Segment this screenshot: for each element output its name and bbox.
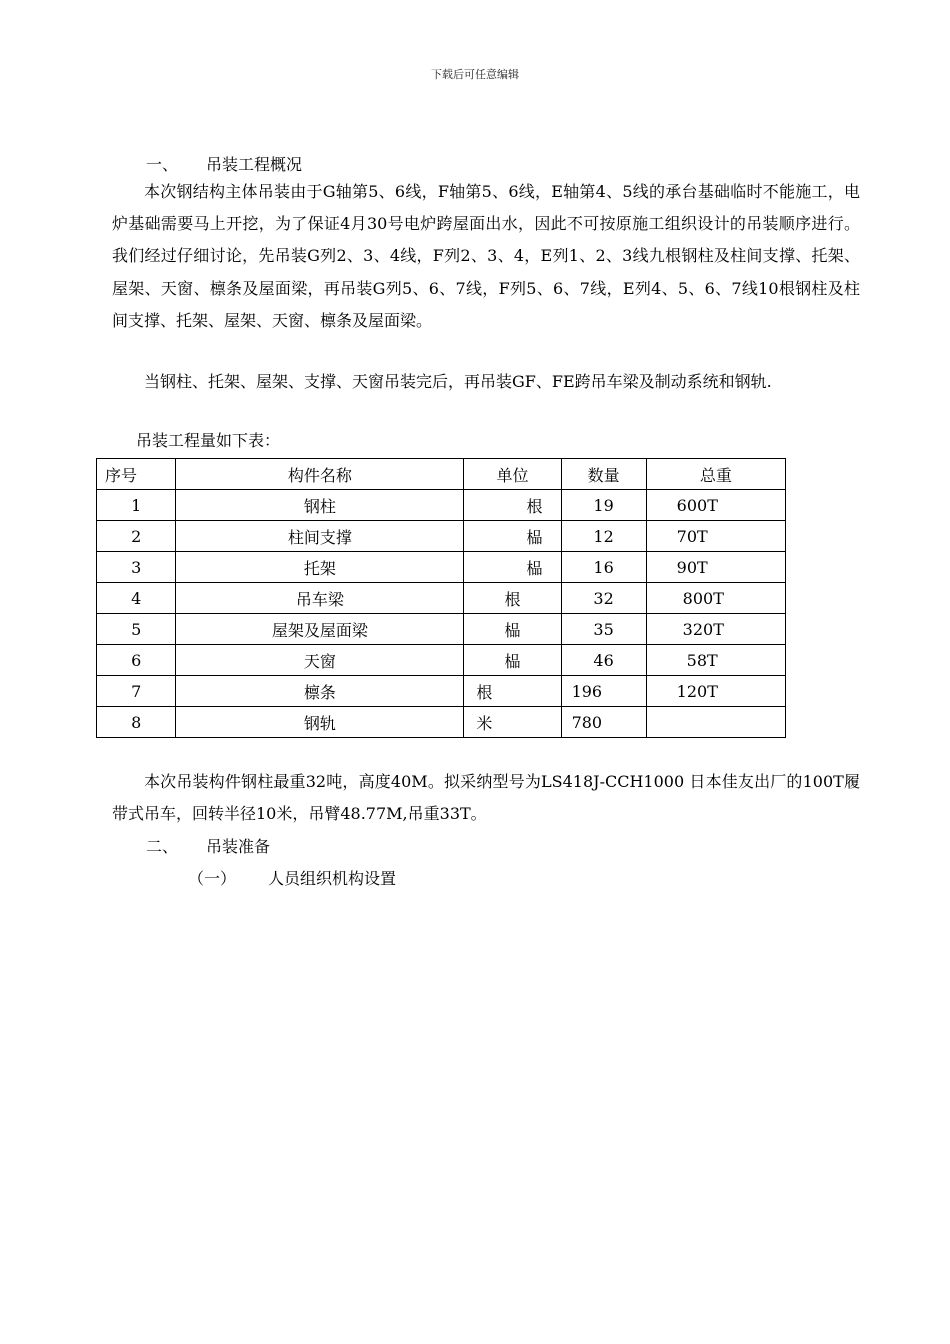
col-header-count: 数量	[561, 459, 646, 490]
cell-name: 托架	[176, 552, 464, 583]
cell-count: 19	[561, 490, 646, 521]
cell-count: 780	[561, 707, 646, 738]
cell-unit: 榀	[464, 521, 561, 552]
page-header: 下载后可任意编辑	[431, 68, 519, 81]
cell-no: 2	[97, 521, 176, 552]
cell-name: 钢柱	[176, 490, 464, 521]
cell-count: 196	[561, 676, 646, 707]
cell-no: 3	[97, 552, 176, 583]
section-title: 吊装准备	[206, 837, 271, 856]
cell-unit: 根	[464, 583, 561, 614]
cell-unit: 榀	[464, 645, 561, 676]
table-row	[97, 583, 786, 614]
cell-no: 6	[97, 645, 176, 676]
subsection-title: 人员组织机构设置	[268, 869, 397, 888]
cell-count: 35	[561, 614, 646, 645]
col-header-no: 序号	[97, 459, 176, 490]
subsection-number: （一）	[188, 869, 237, 888]
col-header-weight: 总重	[646, 459, 785, 490]
section-heading-2	[146, 836, 270, 858]
cell-name: 柱间支撑	[176, 521, 464, 552]
cell-weight	[646, 707, 785, 738]
cell-count: 32	[561, 583, 646, 614]
section-title: 吊装工程概况	[206, 155, 303, 174]
cell-weight: 600T	[646, 490, 785, 521]
cell-weight: 90T	[646, 552, 785, 583]
subsection-heading	[188, 868, 396, 890]
section-number: 二、	[146, 837, 179, 856]
col-header-name: 构件名称	[176, 459, 464, 490]
table-row	[97, 490, 786, 521]
cell-unit: 根	[464, 490, 561, 521]
cell-name: 吊车梁	[176, 583, 464, 614]
table-row	[97, 552, 786, 583]
cell-name: 钢轨	[176, 707, 464, 738]
cell-no: 8	[97, 707, 176, 738]
cell-weight: 800T	[646, 583, 785, 614]
cell-unit: 米	[464, 707, 561, 738]
cell-unit: 榀	[464, 552, 561, 583]
paragraph-overview: 本次钢结构主体吊装由于G轴第5、6线，F轴第5、6线，E轴第4、5线的承台基础临时不能施工，电炉基础需要马上开挖，为了保证4月30号电炉跨屋面出水，因此不可按原施工组织设计的吊装顺序进行。我们经过仔细讨论，先吊装G列2、3、4线，F列2、3、4，E列1、2、3线九根钢柱及柱间支撑、托架、屋架、天窗、檩条及屋面梁，再吊装G列5、6、7线，F列5、6、7线，E列4、5、6、7线10根钢柱及柱间支撑、托架、屋架、天窗、檩条及屋面梁。	[112, 182, 860, 330]
cell-name: 屋架及屋面梁	[176, 614, 464, 645]
cell-unit: 榀	[464, 614, 561, 645]
cell-weight: 70T	[646, 521, 785, 552]
table-intro: 吊装工程量如下表：	[136, 431, 281, 450]
cell-unit: 根	[464, 676, 561, 707]
cell-name: 檩条	[176, 676, 464, 707]
paragraph-sequence: 当钢柱、托架、屋架、支撑、天窗吊装完后，再吊装GF、FE跨吊车梁及制动系统和钢轨.	[144, 372, 772, 391]
section-number: 一、	[146, 155, 179, 174]
cell-weight: 58T	[646, 645, 785, 676]
cell-count: 12	[561, 521, 646, 552]
table-header-row	[97, 459, 786, 490]
cell-no: 7	[97, 676, 176, 707]
table-row	[97, 645, 786, 676]
cell-weight: 320T	[646, 614, 785, 645]
col-header-unit: 单位	[464, 459, 561, 490]
cell-weight: 120T	[646, 676, 785, 707]
paragraph-crane: 本次吊装构件钢柱最重32吨，高度40M。拟采纳型号为LS418J-CCH1000 日本佳友出厂的100T履带式吊车，回转半径10米，吊臂48.77M,吊重33T。	[112, 772, 860, 824]
table-row	[97, 614, 786, 645]
cell-no: 4	[97, 583, 176, 614]
table-row	[97, 707, 786, 738]
cell-no: 5	[97, 614, 176, 645]
table-row	[97, 676, 786, 707]
cell-count: 16	[561, 552, 646, 583]
cell-no: 1	[97, 490, 176, 521]
quantity-table	[96, 458, 786, 738]
cell-name: 天窗	[176, 645, 464, 676]
section-heading-1	[146, 154, 302, 176]
cell-count: 46	[561, 645, 646, 676]
table-row	[97, 521, 786, 552]
